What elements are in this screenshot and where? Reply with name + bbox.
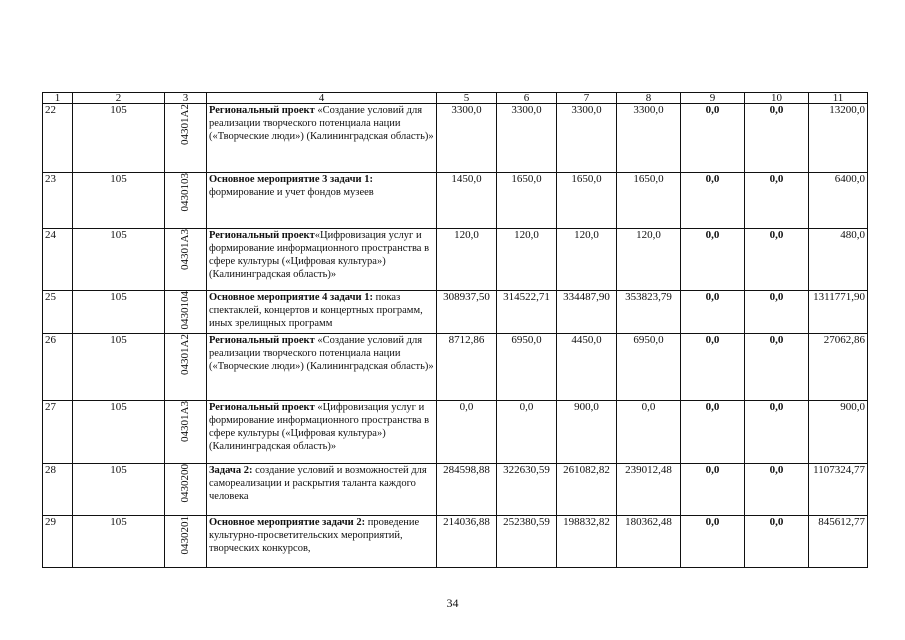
row-value-11: 900,0 [809, 401, 868, 464]
row-value-10: 0,0 [745, 401, 809, 464]
row-value-9: 0,0 [681, 173, 745, 229]
header-row [43, 93, 868, 104]
col-header: 9 [681, 93, 745, 104]
row-target-code: 04301A2 [179, 334, 191, 375]
row-description-cell [207, 173, 437, 229]
row-target-code: 04301A3 [179, 401, 191, 442]
row-description-cell [207, 516, 437, 568]
row-value-9: 0,0 [681, 229, 745, 291]
row-code: 105 [73, 334, 165, 401]
row-title: Региональный проект [209, 105, 315, 116]
row-code: 105 [73, 464, 165, 516]
row-value-7: 900,0 [557, 401, 617, 464]
table-row [43, 516, 868, 568]
row-value-9: 0,0 [681, 464, 745, 516]
row-value-6: 252380,59 [497, 516, 557, 568]
row-value-6: 3300,0 [497, 104, 557, 173]
row-value-7: 334487,90 [557, 291, 617, 334]
row-value-10: 0,0 [745, 334, 809, 401]
row-title: Основное мероприятие задачи 2: [209, 517, 366, 528]
row-value-10: 0,0 [745, 516, 809, 568]
row-code: 105 [73, 104, 165, 173]
row-value-6: 0,0 [497, 401, 557, 464]
row-description: «Создание условий для реализации творческого потенциала нации («Творческие люди») (Калининградская область)» [209, 105, 434, 142]
row-value-11: 13200,0 [809, 104, 868, 173]
row-value-9: 0,0 [681, 401, 745, 464]
row-value-7: 1650,0 [557, 173, 617, 229]
row-value-8: 353823,79 [617, 291, 681, 334]
row-description: проведение культурно-просветительских мероприятий, творческих конкурсов, [209, 517, 420, 554]
row-value-9: 0,0 [681, 334, 745, 401]
row-value-5: 8712,86 [437, 334, 497, 401]
row-value-10: 0,0 [745, 173, 809, 229]
col-header: 5 [437, 93, 497, 104]
row-target-code: 0430103 [179, 173, 191, 212]
table-row [43, 104, 868, 173]
row-number: 28 [43, 464, 73, 516]
row-value-6: 1650,0 [497, 173, 557, 229]
col-header: 2 [73, 93, 165, 104]
row-value-6: 322630,59 [497, 464, 557, 516]
row-description: «Цифровизация услуг и формирование информационного пространства в сфере культуры («Цифровая культура») (Калининградская область)» [209, 402, 430, 452]
row-value-7: 3300,0 [557, 104, 617, 173]
row-description-cell [207, 229, 437, 291]
row-description-cell [207, 401, 437, 464]
col-header: 11 [809, 93, 868, 104]
row-value-8: 180362,48 [617, 516, 681, 568]
table-row [43, 334, 868, 401]
row-target-code-cell [165, 229, 207, 291]
row-value-5: 214036,88 [437, 516, 497, 568]
row-value-6: 314522,71 [497, 291, 557, 334]
row-number: 29 [43, 516, 73, 568]
row-target-code: 0430104 [179, 291, 191, 330]
row-value-5: 3300,0 [437, 104, 497, 173]
col-header: 10 [745, 93, 809, 104]
row-title: Региональный проект [209, 335, 315, 346]
row-value-7: 261082,82 [557, 464, 617, 516]
row-description-cell [207, 104, 437, 173]
row-value-9: 0,0 [681, 291, 745, 334]
row-value-7: 120,0 [557, 229, 617, 291]
row-value-8: 120,0 [617, 229, 681, 291]
row-number: 23 [43, 173, 73, 229]
table-row [43, 401, 868, 464]
row-target-code-cell [165, 334, 207, 401]
row-target-code: 04301A3 [179, 229, 191, 270]
row-value-11: 1311771,90 [809, 291, 868, 334]
row-value-9: 0,0 [681, 104, 745, 173]
row-value-10: 0,0 [745, 229, 809, 291]
row-value-7: 4450,0 [557, 334, 617, 401]
row-code: 105 [73, 516, 165, 568]
row-value-8: 3300,0 [617, 104, 681, 173]
row-value-6: 6950,0 [497, 334, 557, 401]
row-value-8: 6950,0 [617, 334, 681, 401]
row-title: Задача 2: [209, 465, 253, 476]
row-target-code: 0430201 [179, 516, 191, 555]
row-code: 105 [73, 291, 165, 334]
row-title: Региональный проект [209, 402, 315, 413]
row-value-5: 120,0 [437, 229, 497, 291]
row-value-11: 6400,0 [809, 173, 868, 229]
budget-table [42, 92, 868, 568]
row-target-code-cell [165, 173, 207, 229]
col-header: 8 [617, 93, 681, 104]
row-value-10: 0,0 [745, 464, 809, 516]
row-target-code: 04301A2 [179, 104, 191, 145]
row-code: 105 [73, 173, 165, 229]
row-description-cell [207, 291, 437, 334]
row-description: формирование и учет фондов музеев [209, 187, 374, 198]
row-value-9: 0,0 [681, 516, 745, 568]
row-description-cell [207, 464, 437, 516]
row-value-10: 0,0 [745, 104, 809, 173]
row-value-11: 1107324,77 [809, 464, 868, 516]
col-header: 6 [497, 93, 557, 104]
row-target-code-cell [165, 291, 207, 334]
row-number: 27 [43, 401, 73, 464]
row-target-code: 0430200 [179, 464, 191, 503]
row-value-11: 845612,77 [809, 516, 868, 568]
col-header: 1 [43, 93, 73, 104]
row-number: 24 [43, 229, 73, 291]
row-target-code-cell [165, 464, 207, 516]
row-number: 22 [43, 104, 73, 173]
row-value-5: 1450,0 [437, 173, 497, 229]
table-row [43, 173, 868, 229]
row-value-7: 198832,82 [557, 516, 617, 568]
table-row [43, 229, 868, 291]
row-number: 25 [43, 291, 73, 334]
row-value-5: 0,0 [437, 401, 497, 464]
row-value-11: 27062,86 [809, 334, 868, 401]
row-value-5: 284598,88 [437, 464, 497, 516]
row-description: показ спектаклей, концертов и концертных программ, иных зрелищных программ [209, 292, 423, 329]
row-code: 105 [73, 401, 165, 464]
row-description: «Цифровизация услуг и формирование информационного пространства в сфере культуры («Цифровая культура») (Калининградская область)» [209, 230, 430, 280]
row-value-5: 308937,50 [437, 291, 497, 334]
row-value-11: 480,0 [809, 229, 868, 291]
row-description: создание условий и возможностей для самореализации и раскрытия таланта каждого человека [209, 465, 427, 502]
row-target-code-cell [165, 516, 207, 568]
row-value-6: 120,0 [497, 229, 557, 291]
row-title: Региональный проект [209, 230, 315, 241]
table-row [43, 291, 868, 334]
row-value-10: 0,0 [745, 291, 809, 334]
row-description: «Создание условий для реализации творческого потенциала нации («Творческие люди») (Калининградская область)» [209, 335, 434, 372]
col-header: 7 [557, 93, 617, 104]
page-number: 34 [446, 596, 459, 610]
row-target-code-cell [165, 104, 207, 173]
table-row [43, 464, 868, 516]
row-value-8: 239012,48 [617, 464, 681, 516]
row-title: Основное мероприятие 3 задачи 1: [209, 174, 373, 185]
row-title: Основное мероприятие 4 задачи 1: [209, 292, 373, 303]
row-number: 26 [43, 334, 73, 401]
col-header: 4 [207, 93, 437, 104]
row-target-code-cell [165, 401, 207, 464]
row-description-cell [207, 334, 437, 401]
row-code: 105 [73, 229, 165, 291]
col-header: 3 [165, 93, 207, 104]
row-value-8: 0,0 [617, 401, 681, 464]
row-value-8: 1650,0 [617, 173, 681, 229]
